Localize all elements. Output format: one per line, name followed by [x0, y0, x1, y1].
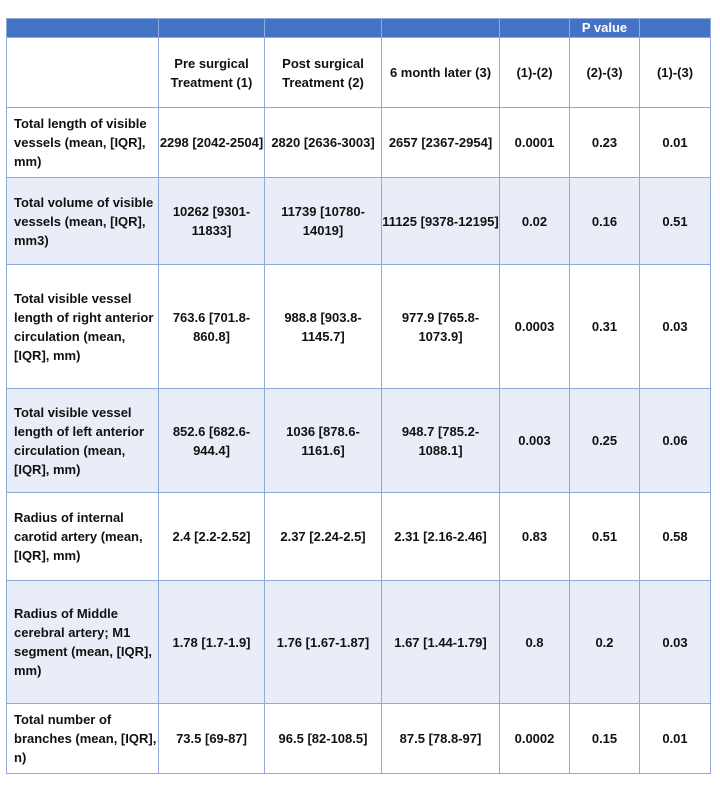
table-row	[7, 704, 711, 774]
six-month-value: 977.9 [765.8-1073.9]	[382, 265, 500, 389]
p-value-1-3: 0.01	[640, 704, 711, 774]
row-label: Total visible vessel length of left anterior circulation (mean, [IQR], mm)	[7, 389, 159, 493]
results-table	[6, 18, 711, 774]
six-month-value: 2657 [2367-2954]	[382, 108, 500, 178]
post-value: 1.76 [1.67-1.87]	[265, 581, 382, 704]
pre-value: 2.4 [2.2-2.52]	[159, 493, 265, 581]
p-value-2-3: 0.25	[570, 389, 640, 493]
p-value-1-3: 0.51	[640, 178, 711, 265]
pre-value: 1.78 [1.7-1.9]	[159, 581, 265, 704]
column-header: Post surgical Treatment (2)	[265, 38, 382, 108]
six-month-value: 948.7 [785.2-1088.1]	[382, 389, 500, 493]
post-value: 11739 [10780-14019]	[265, 178, 382, 265]
band-cell	[7, 19, 159, 38]
p-value-1-2: 0.0001	[500, 108, 570, 178]
row-label: Radius of Middle cerebral artery; M1 segment (mean, [IQR], mm)	[7, 581, 159, 704]
table-row	[7, 389, 711, 493]
corner-cell	[7, 38, 159, 108]
p-value-2-3: 0.51	[570, 493, 640, 581]
table-row	[7, 178, 711, 265]
row-label: Total length of visible vessels (mean, [IQR], mm)	[7, 108, 159, 178]
column-header: (1)-(2)	[500, 38, 570, 108]
table-row	[7, 108, 711, 178]
p-value-1-2: 0.0003	[500, 265, 570, 389]
p-value-2-3: 0.31	[570, 265, 640, 389]
p-value-1-2: 0.8	[500, 581, 570, 704]
pre-value: 10262 [9301-11833]	[159, 178, 265, 265]
p-value-2-3: 0.15	[570, 704, 640, 774]
six-month-value: 2.31 [2.16-2.46]	[382, 493, 500, 581]
column-header: 6 month later (3)	[382, 38, 500, 108]
column-header: (2)-(3)	[570, 38, 640, 108]
post-value: 2.37 [2.24-2.5]	[265, 493, 382, 581]
pre-value: 2298 [2042-2504]	[159, 108, 265, 178]
p-value-1-2: 0.0002	[500, 704, 570, 774]
p-value-1-2: 0.83	[500, 493, 570, 581]
p-value-1-3: 0.01	[640, 108, 711, 178]
header-band-row	[7, 19, 711, 38]
band-cell	[500, 19, 570, 38]
p-value-1-3: 0.58	[640, 493, 711, 581]
row-label: Radius of internal carotid artery (mean, [IQR], mm)	[7, 493, 159, 581]
post-value: 96.5 [82-108.5]	[265, 704, 382, 774]
band-cell	[640, 19, 711, 38]
column-header: Pre surgical Treatment (1)	[159, 38, 265, 108]
row-label: Total visible vessel length of right anterior circulation (mean, [IQR], mm)	[7, 265, 159, 389]
post-value: 988.8 [903.8-1145.7]	[265, 265, 382, 389]
post-value: 1036 [878.6-1161.6]	[265, 389, 382, 493]
table-row	[7, 265, 711, 389]
p-value-2-3: 0.16	[570, 178, 640, 265]
p-value-1-3: 0.03	[640, 265, 711, 389]
column-header: (1)-(3)	[640, 38, 711, 108]
p-value-1-2: 0.02	[500, 178, 570, 265]
pre-value: 763.6 [701.8-860.8]	[159, 265, 265, 389]
row-label: Total number of branches (mean, [IQR], n)	[7, 704, 159, 774]
p-value-1-3: 0.06	[640, 389, 711, 493]
six-month-value: 1.67 [1.44-1.79]	[382, 581, 500, 704]
pre-value: 852.6 [682.6-944.4]	[159, 389, 265, 493]
band-cell	[382, 19, 500, 38]
band-cell	[265, 19, 382, 38]
table-row	[7, 581, 711, 704]
six-month-value: 87.5 [78.8-97]	[382, 704, 500, 774]
table-row	[7, 493, 711, 581]
p-value-2-3: 0.23	[570, 108, 640, 178]
post-value: 2820 [2636-3003]	[265, 108, 382, 178]
six-month-value: 11125 [9378-12195]	[382, 178, 500, 265]
pre-value: 73.5 [69-87]	[159, 704, 265, 774]
column-header-row	[7, 38, 711, 108]
band-cell	[159, 19, 265, 38]
p-value-1-3: 0.03	[640, 581, 711, 704]
p-value-group-label: P value	[570, 19, 640, 38]
row-label: Total volume of visible vessels (mean, [IQR], mm3)	[7, 178, 159, 265]
p-value-2-3: 0.2	[570, 581, 640, 704]
p-value-1-2: 0.003	[500, 389, 570, 493]
